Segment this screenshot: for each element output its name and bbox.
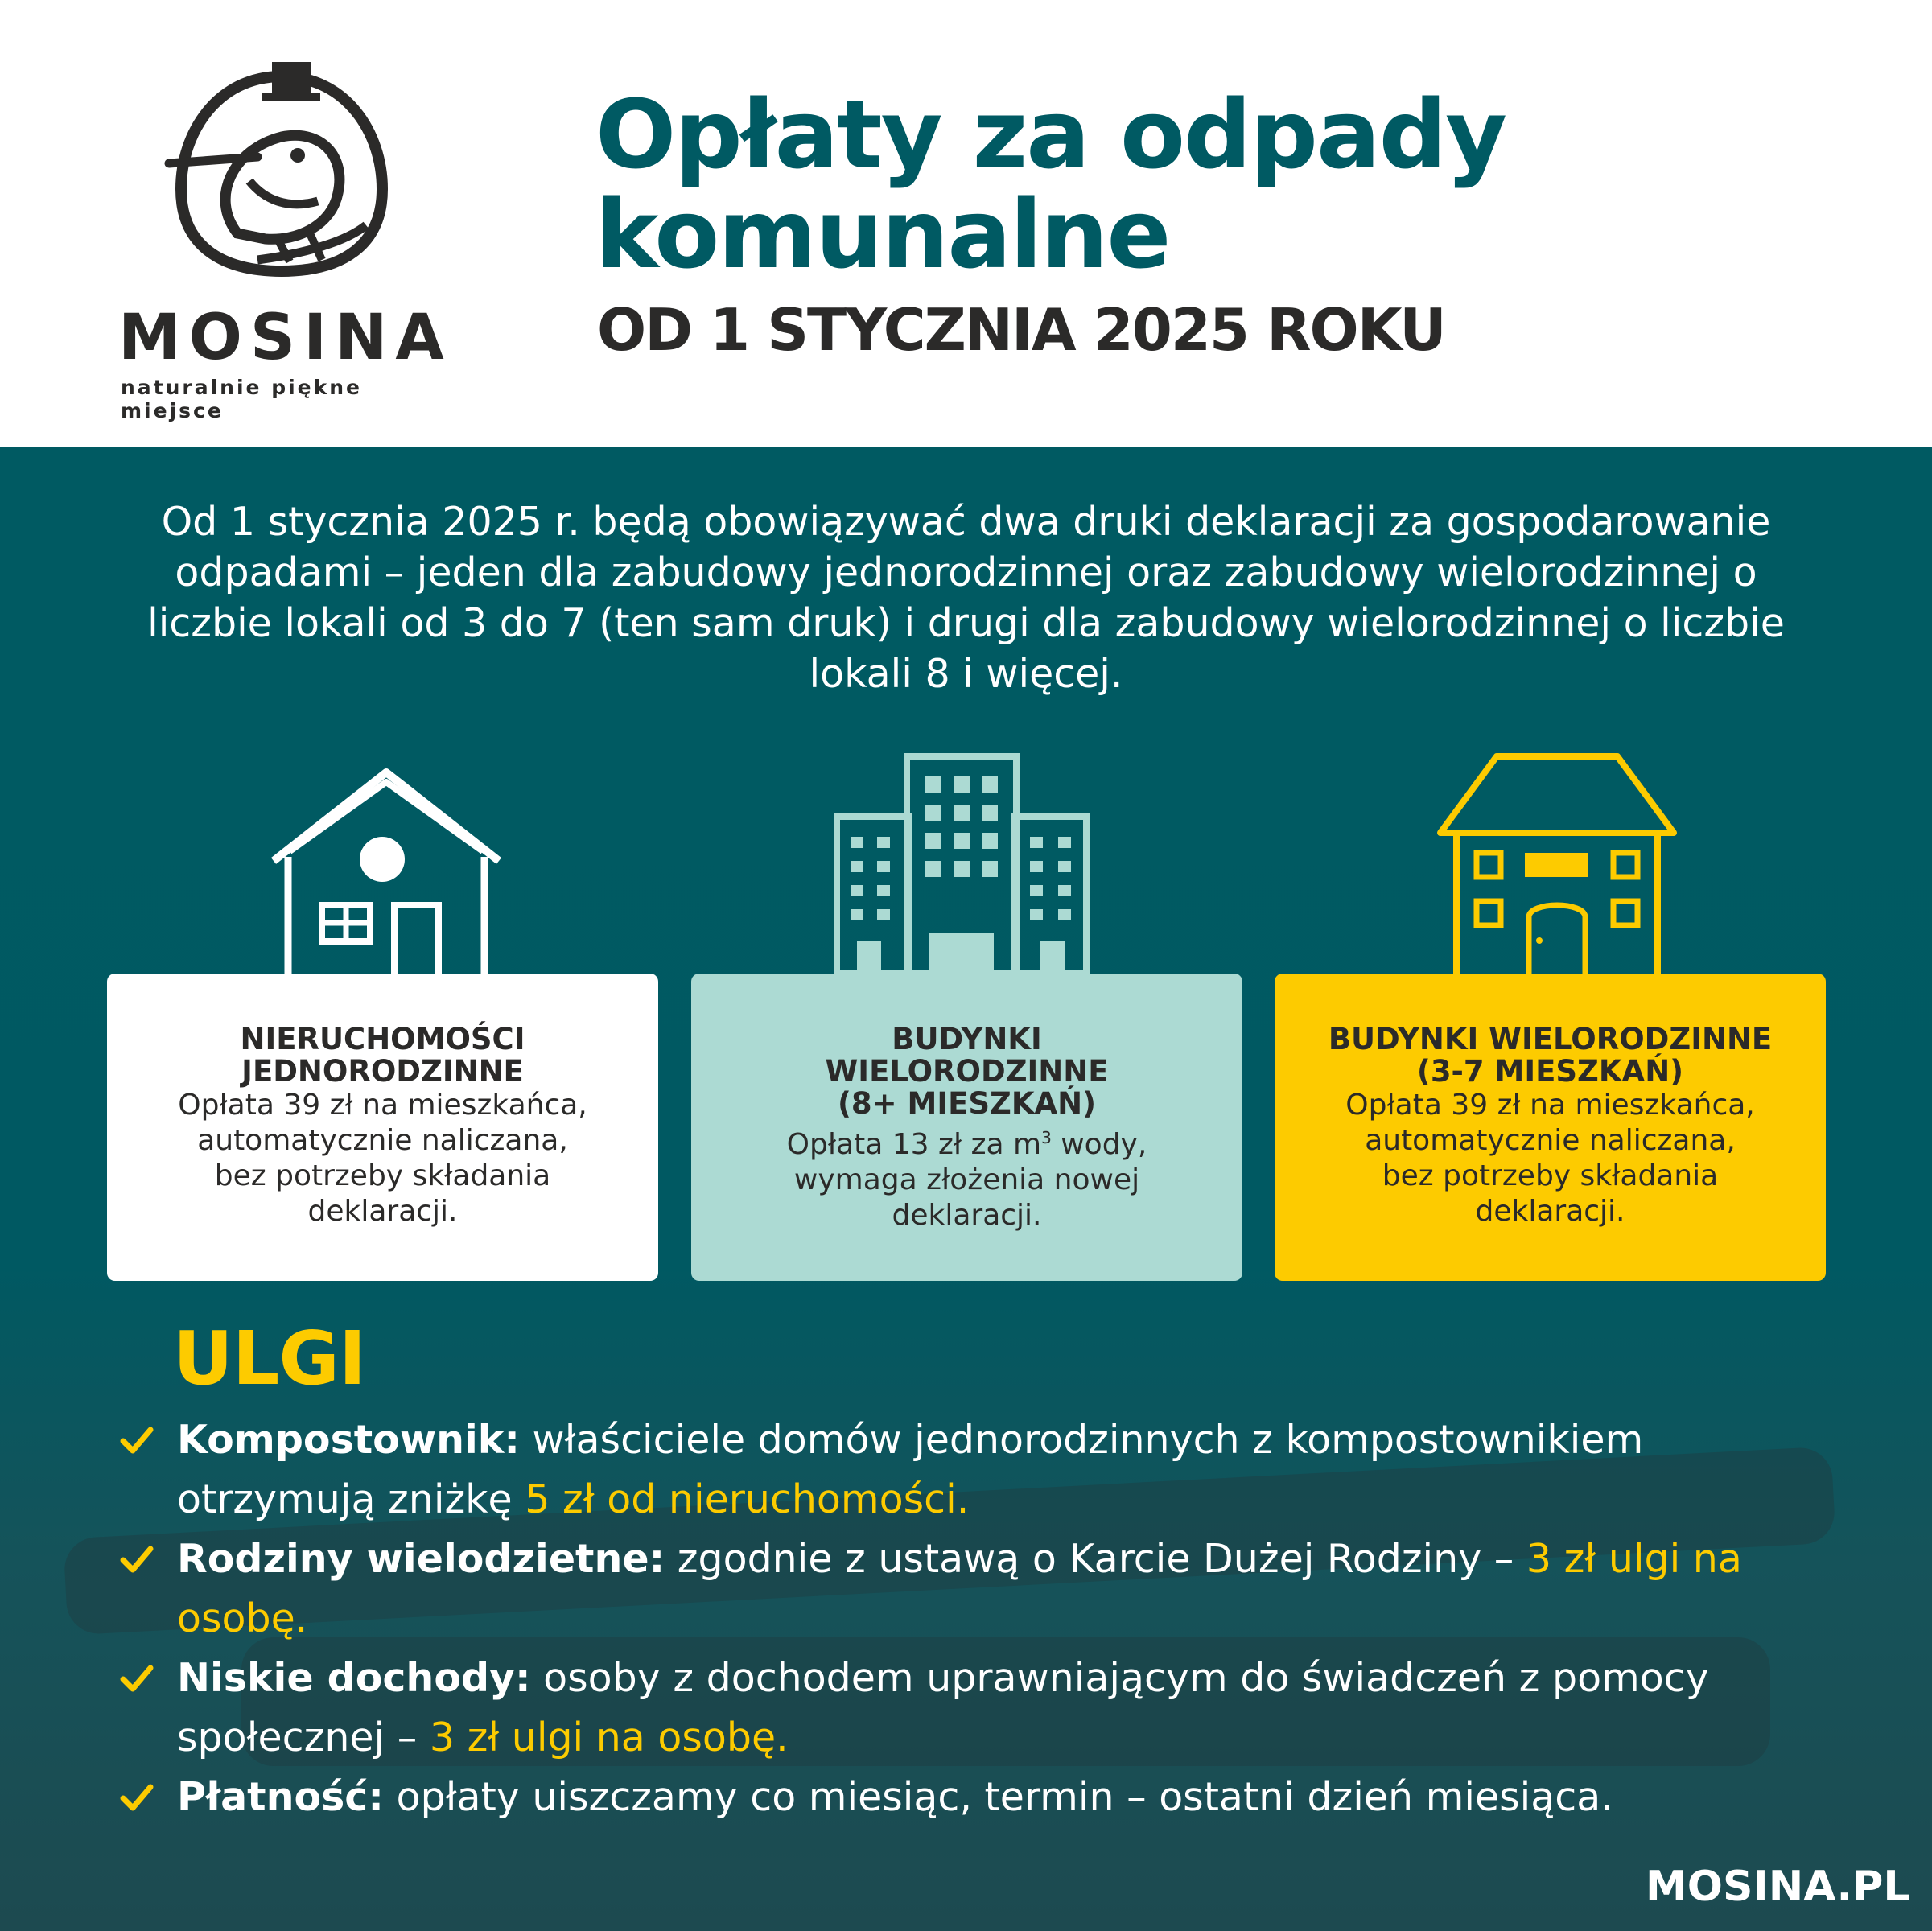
logo-tagline: naturalnie piękne miejsce xyxy=(121,376,363,422)
item-text: właściciele domów jednorodzinnych z kompostownikiem otrzymują zniżkę xyxy=(177,1417,1644,1522)
card-text-post: wody, wymaga złożenia nowej deklaracji. xyxy=(793,1128,1147,1232)
bird-emblem-icon xyxy=(161,60,402,286)
card-multi-family-8plus xyxy=(691,974,1242,1281)
item-label: Niskie dochody: xyxy=(177,1655,531,1701)
apartment-buildings-icon xyxy=(833,752,1090,974)
card-text-sup: 3 xyxy=(1041,1128,1052,1147)
card-description xyxy=(715,1120,1218,1233)
card-description: Opłata 39 zł na mieszkańca, automatycznie naliczana, bez potrzeby składania deklaracji. xyxy=(178,1089,587,1228)
item-text: opłaty uiszczamy co miesiąc, termin – ostatni dzień miesiąca. xyxy=(383,1774,1613,1820)
card-title-line: WIELORODZINNE xyxy=(825,1054,1109,1089)
mosina-logo xyxy=(109,60,463,422)
card-title-line: BUDYNKI WIELORODZINNE xyxy=(1328,1022,1773,1056)
card-multi-family-3-7 xyxy=(1275,974,1826,1281)
content-panel xyxy=(0,447,1932,1931)
list-item xyxy=(117,1530,1847,1649)
item-highlight: 3 zł ulgi na osobę. xyxy=(429,1715,789,1760)
check-icon xyxy=(117,1658,157,1698)
item-label: Rodziny wielodzietne: xyxy=(177,1536,665,1582)
item-label: Kompostownik: xyxy=(177,1417,520,1463)
list-item xyxy=(117,1410,1847,1530)
multi-family-house-icon xyxy=(1436,752,1678,974)
card-text-pre: Opłata 13 zł za m xyxy=(786,1128,1042,1161)
item-text: zgodnie z ustawą o Karcie Dużej Rodziny – xyxy=(665,1536,1526,1582)
check-icon xyxy=(117,1777,157,1818)
item-text: osoby z dochodem uprawniającym do świadczeń z pomocy społecznej – xyxy=(177,1655,1709,1760)
card-title-line: JEDNORODZINNE xyxy=(241,1054,524,1089)
header xyxy=(0,0,1932,447)
card-title-line: (8+ MIESZKAŃ) xyxy=(837,1086,1097,1121)
check-icon xyxy=(117,1539,157,1579)
intro-text: Od 1 stycznia 2025 r. będą obowiązywać dwa druki deklaracji za gospodarowanie odpadami – jeden dla zabudowy jednorodzinnej oraz zabudowy wielorodzinnej o liczbie lokali od 3 do 7 (ten sam druk) i drugi dla zabudowy wielorodzinnej o liczbie lokali 8 i więcej. xyxy=(147,499,1785,697)
item-label: Płatność: xyxy=(177,1774,384,1820)
house-icon xyxy=(266,764,507,974)
check-icon xyxy=(117,1420,157,1460)
ulgi-heading: ULGI xyxy=(173,1315,366,1402)
card-single-family xyxy=(107,974,658,1281)
page-subtitle: OD 1 STYCZNIA 2025 ROKU xyxy=(597,296,1445,364)
card-description: Opłata 39 zł na mieszkańca, automatycznie naliczana, bez potrzeby składania deklaracji. xyxy=(1345,1089,1755,1228)
card-title-line: BUDYNKI xyxy=(892,1022,1042,1056)
item-highlight: 5 zł od nieruchomości. xyxy=(525,1476,970,1522)
list-item xyxy=(117,1768,1847,1827)
ulgi-list xyxy=(117,1410,1847,1827)
logo-name: MOSINA xyxy=(118,302,452,374)
list-item xyxy=(117,1649,1847,1768)
card-title-line: NIERUCHOMOŚCI xyxy=(240,1022,525,1056)
card-title-line: (3-7 MIESZKAŃ) xyxy=(1416,1054,1684,1089)
page-title: Opłaty za odpady komunalne xyxy=(595,79,1506,290)
website-link[interactable]: MOSINA.PL xyxy=(1646,1863,1910,1911)
item-highlight: 3 zł ulgi na osobę. xyxy=(177,1536,1742,1641)
